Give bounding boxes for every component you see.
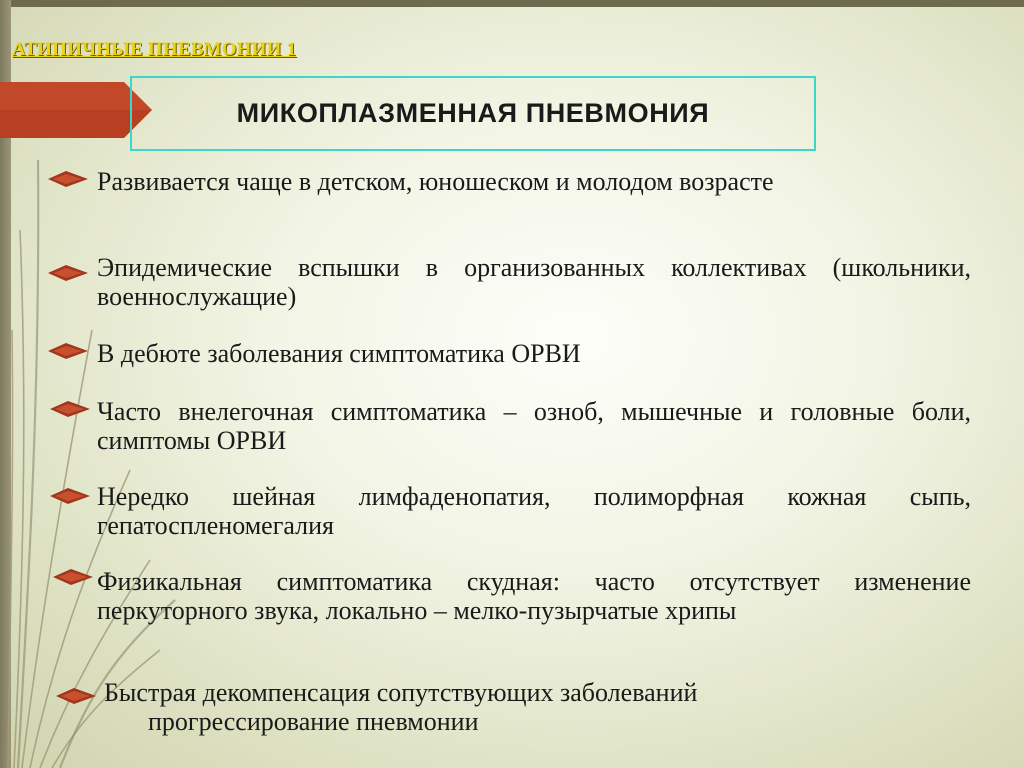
section-label: АТИПИЧНЫЕ ПНЕВМОНИИ 1 bbox=[12, 39, 297, 60]
list-item-text bbox=[104, 678, 894, 736]
list-item bbox=[104, 678, 904, 736]
title-box bbox=[130, 76, 816, 151]
diamond-arrow-bullet-icon bbox=[48, 171, 88, 187]
page-title: МИКОПЛАЗМЕННАЯ ПНЕВМОНИЯ bbox=[236, 98, 710, 128]
list-item: Развивается чаще в детском, юношеском и молодом возрасте bbox=[97, 167, 774, 196]
top-border bbox=[0, 0, 1024, 7]
list-item: Часто внелегочная симптоматика – озноб, мышечные и головные боли, симптомы ОРВИ bbox=[97, 397, 971, 455]
list-item: В дебюте заболевания симптоматика ОРВИ bbox=[97, 339, 581, 368]
list-item: Эпидемические вспышки в организованных коллективах (школьники, военнослужащие) bbox=[97, 253, 971, 311]
list-item: Нередко шейная лимфаденопатия, полиморфная кожная сыпь, гепатоспленомегалия bbox=[97, 482, 971, 540]
diamond-arrow-bullet-icon bbox=[50, 401, 90, 417]
diamond-arrow-bullet-icon bbox=[50, 488, 90, 504]
list-item: Физикальная симптоматика скудная: часто отсутствует изменение перкуторного звука, локально – мелко-пузырчатые хрипы bbox=[97, 567, 971, 625]
diamond-arrow-bullet-icon bbox=[53, 569, 93, 585]
diamond-arrow-bullet-icon bbox=[56, 688, 96, 704]
diamond-arrow-bullet-icon bbox=[48, 265, 88, 281]
list-item-line: Быстрая декомпенсация сопутствующих заболеваний bbox=[104, 678, 698, 707]
list-item-line: прогрессирование пневмонии bbox=[148, 707, 479, 736]
diamond-arrow-bullet-icon bbox=[48, 343, 88, 359]
